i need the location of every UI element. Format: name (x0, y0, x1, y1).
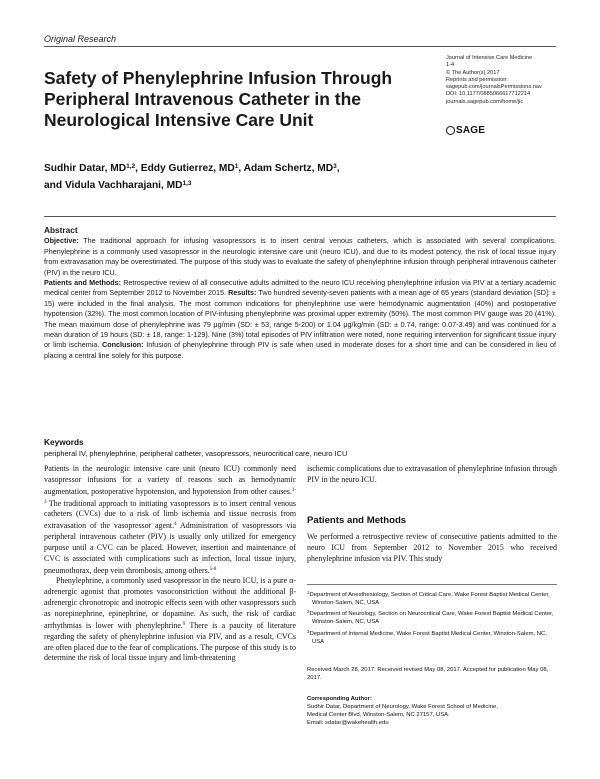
citation[interactable]: 9 (182, 621, 186, 627)
author-3-affil: 3 (333, 163, 337, 170)
abstract (44, 225, 556, 361)
journal-name[interactable]: Journal of Intensive Care Medicine (446, 55, 533, 61)
conclusion-label: Conclusion: (102, 340, 144, 350)
article-title: Safety of Phenylephrine Infusion Through Peripheral Intravenous Catheter in the Neurological Intensive Care Unit (44, 68, 393, 130)
affiliation-item (307, 589, 557, 608)
citation[interactable]: 4 (174, 522, 177, 528)
affiliation-item (307, 628, 557, 647)
methods-label: Patients and Methods: (44, 278, 122, 288)
keywords-heading: Keywords (44, 437, 84, 447)
affiliation-number: 2 (307, 609, 310, 615)
intro-paragraph-1 (44, 464, 296, 576)
body-left-column (44, 464, 296, 664)
received-dates: Received March 28, 2017. Received revised May 08, 2017. Accepted for publication May 08, 2017. (307, 667, 549, 681)
citation[interactable]: 5-8 (209, 566, 217, 572)
corresponding-email[interactable]: Email: sdatar@wakehealth.edu (307, 719, 389, 726)
footnote-rule (307, 584, 557, 585)
p1-text-b: The traditional approach to initiating vasopressors is to insert central venous catheters (CVCs) due to a risk of limb ischemia and tissue necrosis from extravasation of the vasopressor agent. (44, 498, 296, 531)
affiliation-text: Department of Neurology, Section on Neurocritical Care, Wake Forest Baptist Medical Center, Winston-Salem, NC, USA (309, 611, 554, 626)
corresponding-author (307, 696, 557, 728)
methods-text: Retrospective review of all consecutive adults admitted to the neuro ICU receiving phenylephrine infusion via PIV at a tertiary academic medical center from September 2012 to November 2015. (44, 278, 556, 298)
affiliation-item (307, 608, 557, 627)
corresponding-line: Medical Center Blvd, Winston-Salem, NC 27157, USA. (307, 711, 450, 718)
publisher-logo (446, 125, 485, 136)
author-list (44, 159, 444, 193)
affiliation-text: Department of Internal Medicine, Wake Forest Baptist Medical Center, Winston-Salem, NC, USA (309, 630, 547, 645)
intro-continuation: ischemic complications due to extravasation of phenylephrine infusion through PIV in the neuro ICU. (307, 464, 557, 484)
author-2: , Eddy Gutierrez, MD (135, 163, 235, 174)
permissions-link[interactable]: sagepub.com/journalsPermissions.nav (446, 84, 542, 91)
page-range: 1-4 (446, 62, 455, 69)
affiliation-text: Department of Anesthesiology, Section of Critical Care, Wake Forest Baptist Medical Center, Winston-Salem, NC, USA (309, 592, 550, 606)
author-separator: , (336, 163, 340, 174)
p1-text-c: Administration of vasopressors via peripheral intravenous catheter (PIV) is usually only utilized for emergency purpose until a CVC can be placed. However, insertion and maintenance of CVC is associated with complications such as infection, local tissue injury, pneumothorax, deep vein thrombosis, among others. (44, 521, 296, 575)
article-type-label: Original Research (44, 34, 117, 44)
journal-homepage-link[interactable]: journals.sagepub.com/home/jic (446, 98, 524, 105)
corresponding-line: Sudhir Datar, Department of Neurology, Wake Forest School of Medicine, (307, 703, 498, 710)
keywords (44, 437, 556, 459)
p1-text-a: Patients in the neurologic intensive care unit (neuro ICU) commonly need vasopressor infusions for a variety of reasons such as hemodynamic augmentation, postoperative hypotension, and hypotension from other causes. (44, 464, 296, 496)
sage-circle-icon (446, 126, 455, 135)
affiliation-number: 1 (307, 590, 310, 595)
p2-text-a: Phenylephrine, a commonly used vasopressor in the neuro ICU, is a pure α-adrenergic agonist that promotes vasoconstriction without the additional β-adrenergic chronotropic and inotropic effects seen with other vasopressors such as norepinephrine, epinephrine, or dopamine. As such, the risk of cardiac arrhythmias is lower with phenylephrine. (44, 576, 296, 630)
journal-info (446, 55, 576, 106)
abstract-heading: Abstract (44, 225, 78, 235)
citation[interactable]: 1-3 (44, 487, 296, 505)
doi-link[interactable]: DOI: 10.1177/0885066617712214 (446, 91, 531, 98)
objective-label: Objective: (44, 236, 79, 246)
header-rule (44, 46, 556, 47)
copyright: © The Author(s) 2017 (446, 69, 500, 76)
abstract-body (44, 236, 556, 361)
reprints-label: Reprints and permission: (446, 76, 508, 83)
author-1-affil: 1,2 (126, 163, 136, 170)
author-3: , Adam Schertz, MD (238, 163, 334, 174)
p2-text-b: There is a paucity of literature regarding the safety of phenylephrine infusion via PIV, and as a result, CVCs are often placed due to the fear of complications. The purpose of this study is to determine the risk of local tissue injury and limb-threatening (44, 620, 296, 663)
author-2-affil: 1 (234, 163, 239, 170)
affiliations (307, 589, 557, 647)
methods-paragraph: We performed a retrospective review of consecutive patients admitted to the neuro ICU from September 2012 to November 2015 who received phenylephrine infusion via PIV. This study (307, 532, 557, 563)
objective-text: The traditional approach for infusing vasopressors is to insert central venous catheters, which is associated with several complications. Phenylephrine is a commonly used vasopressor in the neurologic intensive care unit (neuro ICU), and due to its modest potency, the risk of local tissue injury from extravasation may be overestimated. The purpose of this study was to evaluate the safety of phenylephrine infusion through peripheral intravenous catheter (PIV) in the neuro ICU. (44, 236, 556, 277)
intro-paragraph-2 (44, 576, 296, 664)
publisher-name: SAGE (456, 125, 486, 136)
keywords-list: peripheral IV, phenylephrine, peripheral catheter, vasopressors, neurocritical care, neuro ICU (44, 449, 348, 458)
abstract-rule (44, 216, 556, 217)
author-4-affil: 1,3 (182, 180, 192, 187)
results-text: Two hundred seventy-seven patients with a mean age of 65 years (standard deviation [SD]: ± 15) were included in the final analysis. The most common indications for phenylephrine use were hemodynamic augmentation (40%) and postoperative hypotension (32%). The most common location of PIV-infusing phenylephrine was proximal upper extremity (50%). The most common PIV gauge was 20 (41%). The mean maximum dose of phenylephrine was 79 μg/min (SD: ± 53, range 5-200) or 1.04 μg/kg/min (SD: ± 0.74, range: 0.07-3.49) and was continued for a mean duration of 19 hours (SD: ± 18, range: 1-129). Nine (3%) total episodes of PIV infiltration were noted, none requiring intervention for significant tissue injury or limb ischemia. (44, 288, 556, 350)
conclusion-text: Infusion of phenylephrine through PIV is safe when used in moderate doses for a short time and can be considered in lieu of placing a central line solely for this purpose. (44, 340, 557, 360)
author-4: and Vidula Vachharajani, MD (44, 180, 183, 191)
corresponding-label: Corresponding Author: (307, 696, 372, 702)
results-label: Results: (228, 288, 257, 298)
section-heading-methods: Patients and Methods (307, 515, 407, 526)
affiliation-number: 3 (307, 628, 310, 634)
author-1: Sudhir Datar, MD (44, 163, 127, 174)
